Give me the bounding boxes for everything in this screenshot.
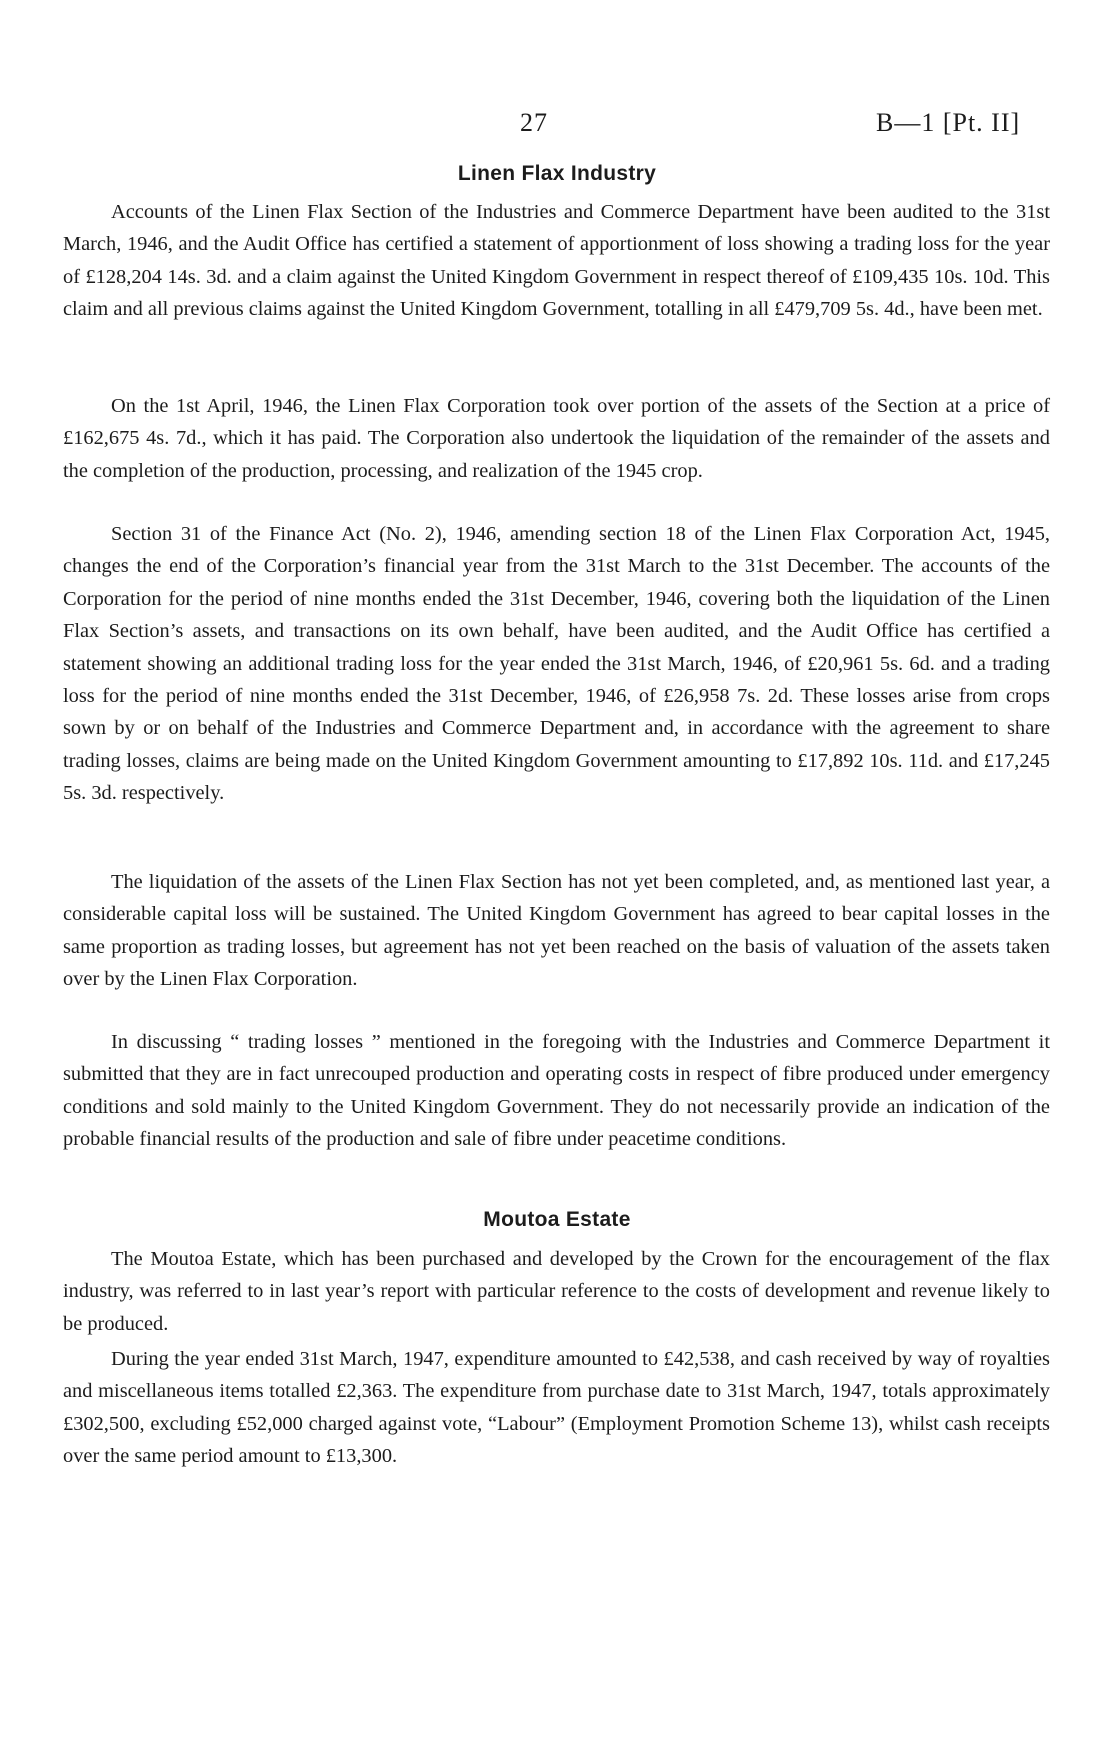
- paragraph-accounts-audited: Accounts of the Linen Flax Section of the Industries and Commerce Department have been audited to the 31st March, 1946, and the Audit Office has certified a statement of apportionment of loss showing a trading loss for the year of £128,204 14s. 3d. and a claim against the United Kingdom Government in respect thereof of £109,435 10s. 10d. This claim and all previous claims against the United Kingdom Government, totalling in all £479,709 5s. 4d., have been met.: [63, 201, 1050, 321]
- section-heading-linen-flax: Linen Flax Industry: [457, 162, 657, 185]
- paragraph-liquidation: The liquidation of the assets of the Linen Flax Section has not yet been completed, and, as mentioned last year, a considerable capital loss will be sustained. The United Kingdom Government has agreed to bear capital losses in the same proportion as trading losses, but agreement has not yet been reached on the basis of valuation of the assets taken over by the Linen Flax Corporation.: [63, 871, 1050, 991]
- paragraph-trading-losses: In discussing “ trading losses ” mentioned in the foregoing with the Industries and Commerce Department it submitted that they are in fact unrecouped production and operating costs in respect of fibre produced under emergency conditions and sold mainly to the United Kingdom Government. They do not necessarily provide an indication of the probable financial results of the production and sale of fibre under peacetime conditions.: [63, 1031, 1050, 1151]
- paragraph-expenditure: During the year ended 31st March, 1947, expenditure amounted to £42,538, and cash received by way of royalties and miscellaneous items totalled £2,363. The expenditure from purchase date to 31st March, 1947, totals approximately £302,500, excluding £52,000 charged against vote, “Labour” (Employment Promotion Scheme 13), whilst cash receipts over the same period amount to £13,300.: [63, 1348, 1050, 1468]
- paragraph-finance-act: Section 31 of the Finance Act (No. 2), 1946, amending section 18 of the Linen Flax Corporation Act, 1945, changes the end of the Corporation’s financial year from the 31st March to the 31st December. The accounts of the Corporation for the period of nine months ended the 31st December, 1946, covering both the liquidation of the Linen Flax Section’s assets, and transactions on its own behalf, have been audited, and the Audit Office has certified a statement showing an additional trading loss for the year ended the 31st March, 1946, of £20,961 5s. 6d. and a trading loss for the period of nine months ended the 31st December, 1946, of £26,958 7s. 2d. These losses arise from crops sown by or on behalf of the Industries and Commerce Department and, in accordance with the agreement to share trading losses, claims are being made on the United Kingdom Government amounting to £17,892 10s. 11d. and £17,245 5s. 3d. respectively.: [63, 523, 1050, 805]
- paragraph-corporation-takeover: On the 1st April, 1946, the Linen Flax Corporation took over portion of the assets of the Section at a price of £162,675 4s. 7d., which it has paid. The Corporation also undertook the liquidation of the remainder of the assets and the completion of the production, processing, and realization of the 1945 crop.: [63, 395, 1050, 482]
- paragraph-moutoa-purchase: The Moutoa Estate, which has been purchased and developed by the Crown for the encouragement of the flax industry, was referred to in last year’s report with particular reference to the costs of development and revenue likely to be produced.: [63, 1248, 1050, 1335]
- document-reference: B—1 [Pt. II]: [876, 108, 1021, 137]
- section-heading-moutoa-estate: Moutoa Estate: [483, 1208, 631, 1231]
- page-number: 27: [520, 108, 548, 137]
